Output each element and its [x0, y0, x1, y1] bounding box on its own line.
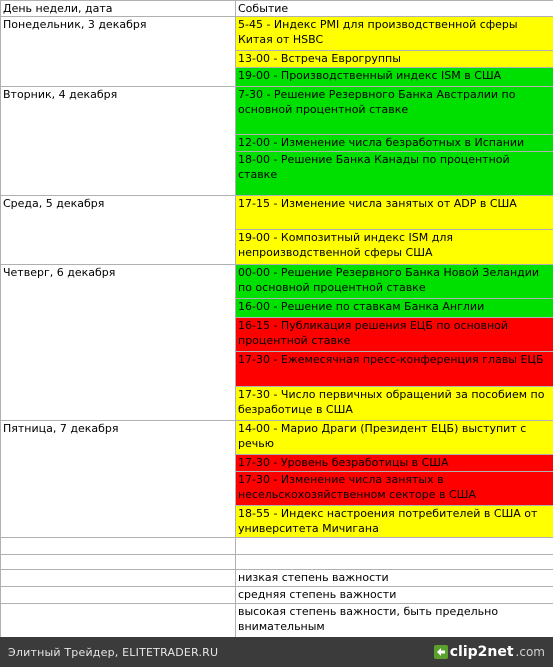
- spacer-row: [1, 555, 553, 570]
- event-row: [1, 17, 553, 51]
- event-cell: 19-00 - Производственный индекс ISM в США: [236, 68, 553, 87]
- event-cell: 16-00 - Решение по ставкам Банка Англии: [236, 299, 553, 318]
- day-cell: Понедельник, 3 декабря: [1, 17, 236, 87]
- event-cell: 00-00 - Решение Резервного Банка Новой Зеландии по основной процентной ставке: [236, 265, 553, 299]
- event-cell: 19-00 - Композитный индекс ISM для непроизводственной сферы США: [236, 230, 553, 265]
- clip2net-arrow-icon: [434, 645, 448, 659]
- logo-tld: .com: [515, 645, 545, 659]
- empty-cell: [1, 538, 236, 555]
- event-cell: 17-30 - Уровень безработицы в США: [236, 455, 553, 472]
- header-row: [1, 1, 553, 17]
- logo-name: clip2net: [449, 644, 514, 660]
- empty-cell: [1, 555, 236, 570]
- event-cell: 12-00 - Изменение числа безработных в Испании: [236, 135, 553, 152]
- header-day-cell: День недели, дата: [1, 1, 236, 17]
- event-cell: 17-15 - Изменение числа занятых от ADP в США: [236, 196, 553, 230]
- event-cell: 17-30 - Ежемесячная пресс-конференция главы ЕЦБ: [236, 352, 553, 387]
- event-cell: 17-30 - Изменение числа занятых в несельскохозяйственном секторе в США: [236, 472, 553, 506]
- legend-label: низкая степень важности: [236, 570, 553, 587]
- event-cell: 18-00 - Решение Банка Канады по процентной ставке: [236, 152, 553, 196]
- event-cell: 7-30 - Решение Резервного Банка Австралии по основной процентной ставке: [236, 87, 553, 135]
- event-row: [1, 87, 553, 135]
- legend-swatch: [1, 570, 236, 587]
- legend-label: высокая степень важности, быть предельно внимательным: [236, 604, 553, 638]
- event-row: [1, 265, 553, 299]
- footer-bar: [0, 637, 553, 667]
- day-cell: Четверг, 6 декабря: [1, 265, 236, 421]
- empty-cell: [236, 538, 553, 555]
- legend-swatch: [1, 604, 236, 638]
- day-cell: Вторник, 4 декабря: [1, 87, 236, 196]
- event-cell: 5-45 - Индекс PMI для производственной сферы Китая от HSBC: [236, 17, 553, 51]
- day-cell: Среда, 5 декабря: [1, 196, 236, 265]
- event-cell: 14-00 - Марио Драги (Президент ЕЦБ) выступит с речью: [236, 421, 553, 455]
- empty-cell: [236, 555, 553, 570]
- day-cell: Пятница, 7 декабря: [1, 421, 236, 538]
- event-cell: 16-15 - Публикация решения ЕЦБ по основной процентной ставке: [236, 318, 553, 352]
- event-row: [1, 196, 553, 230]
- legend-label: средняя степень важности: [236, 587, 553, 604]
- legend-swatch: [1, 587, 236, 604]
- clip2net-logo: [434, 643, 545, 661]
- legend-row: [1, 570, 553, 587]
- site-credit: Элитный Трейдер, ELITETRADER.RU: [8, 646, 219, 659]
- header-event-cell: Событие: [236, 1, 553, 17]
- spacer-row: [1, 538, 553, 555]
- event-cell: 13-00 - Встреча Еврогруппы: [236, 51, 553, 68]
- legend-row: [1, 604, 553, 638]
- event-row: [1, 421, 553, 455]
- event-cell: 18-55 - Индекс настроения потребителей в США от университета Мичигана: [236, 506, 553, 538]
- legend-row: [1, 587, 553, 604]
- event-cell: 17-30 - Число первичных обращений за пособием по безработице в США: [236, 387, 553, 421]
